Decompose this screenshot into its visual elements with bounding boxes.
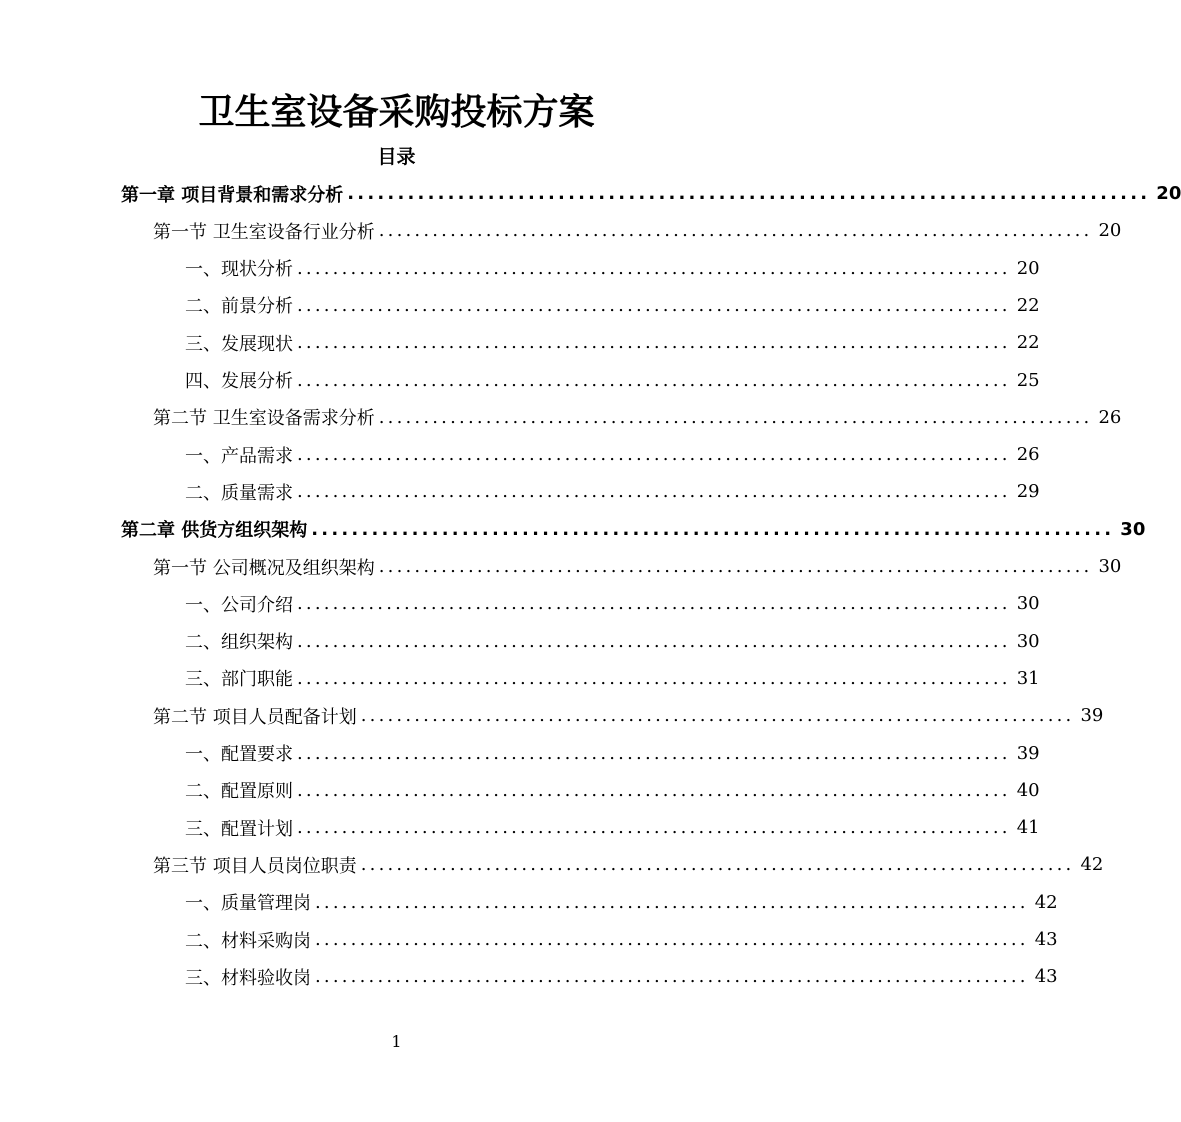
toc-entry[interactable] [185, 958, 1058, 995]
toc-entry-label: 一、公司介绍 [185, 594, 293, 616]
toc-entry-page: 30 [1016, 630, 1040, 652]
toc-heading: 目录 [377, 146, 416, 168]
toc-leader-dots: ................................................................................ [297, 332, 1011, 354]
toc-entry-label: 三、配置计划 [185, 818, 293, 840]
toc-entry[interactable] [185, 250, 1040, 287]
toc-entry[interactable] [153, 697, 1104, 734]
toc-entry-page: 26 [1016, 444, 1040, 466]
toc-entry[interactable] [185, 660, 1040, 697]
toc-entry-label: 第一章 项目背景和需求分析 [121, 184, 344, 206]
toc-leader-dots: ................................................................................ [297, 630, 1011, 652]
toc-entry-page: 20 [1156, 183, 1181, 204]
toc-entry[interactable] [121, 175, 1181, 212]
toc-leader-dots: ................................................................................ [297, 481, 1011, 503]
toc-entry[interactable] [185, 772, 1040, 809]
toc-leader-dots: ................................................................................ [315, 891, 1029, 913]
toc-entry[interactable] [185, 436, 1040, 473]
toc-leader-dots: ................................................................................ [297, 444, 1011, 466]
toc-entry-label: 第二节 项目人员配备计划 [153, 706, 357, 728]
toc-leader-dots: ................................................................................ [315, 929, 1029, 950]
toc-leader-dots: ................................................................................ [360, 854, 1075, 876]
toc-leader-dots: ................................................................................ [297, 742, 1011, 764]
toc-entry-label: 三、材料验收岗 [185, 967, 311, 989]
toc-entry-page: 42 [1034, 891, 1058, 913]
toc-entry-label: 第一节 公司概况及组织架构 [153, 557, 375, 579]
page-number: 1 [391, 1032, 402, 1051]
toc-entry-label: 四、发展分析 [185, 371, 293, 392]
toc-entry-page: 25 [1016, 369, 1040, 391]
toc-leader-dots: ................................................................................ [297, 593, 1011, 615]
toc-leader-dots: ................................................................................ [297, 369, 1011, 391]
toc-leader-dots: ................................................................................ [360, 705, 1075, 727]
toc-entry[interactable] [153, 399, 1122, 436]
toc-entry[interactable] [185, 585, 1040, 622]
toc-entry-label: 二、组织架构 [185, 632, 293, 654]
toc-entry-label: 二、质量需求 [185, 482, 293, 504]
toc-entry-label: 三、部门职能 [185, 669, 293, 691]
toc-entry[interactable] [185, 623, 1040, 660]
toc-entry-label: 一、现状分析 [185, 259, 293, 281]
toc-entry[interactable] [185, 921, 1058, 958]
toc-entry-page: 20 [1016, 257, 1040, 279]
toc-entry-page: 29 [1016, 481, 1040, 503]
toc-leader-dots: ................................................................................ [311, 518, 1115, 540]
toc-entry-page: 30 [1098, 556, 1122, 577]
toc-entry-page: 22 [1016, 294, 1040, 316]
toc-leader-dots: ................................................................................ [297, 779, 1011, 801]
document-title: 卫生室设备采购投标方案 [198, 92, 595, 133]
toc-entry[interactable] [185, 362, 1040, 399]
toc-entry-label: 第一节 卫生室设备行业分析 [153, 221, 375, 243]
toc-entry[interactable] [185, 735, 1040, 772]
toc-entry-label: 第二节 卫生室设备需求分析 [153, 408, 375, 430]
toc-leader-dots: ................................................................................ [315, 966, 1029, 988]
toc-entry-label: 二、材料采购岗 [185, 930, 311, 952]
toc-entry-page: 20 [1098, 220, 1122, 242]
toc-entry-page: 43 [1034, 966, 1058, 988]
toc-entry-label: 二、前景分析 [185, 296, 293, 318]
toc-leader-dots: ................................................................................ [297, 257, 1011, 279]
toc-entry[interactable] [185, 884, 1058, 921]
toc-leader-dots: ................................................................................ [297, 817, 1011, 839]
toc-entry[interactable] [121, 511, 1146, 548]
toc-entry-page: 26 [1098, 406, 1122, 428]
toc-entry-page: 40 [1016, 779, 1040, 801]
toc-entry-label: 第三节 项目人员岗位职责 [153, 855, 357, 877]
toc-leader-dots: ................................................................................ [297, 294, 1011, 316]
toc-entry-page: 30 [1120, 518, 1146, 540]
toc-entry-page: 42 [1080, 854, 1104, 876]
toc-entry-label: 一、配置要求 [185, 744, 293, 765]
toc-entry[interactable] [153, 212, 1122, 249]
toc-entry-label: 第二章 供货方组织架构 [121, 520, 308, 542]
toc-entry-page: 31 [1016, 667, 1040, 689]
toc-entry[interactable] [185, 809, 1040, 846]
toc-entry-page: 22 [1016, 332, 1040, 354]
toc-entry[interactable] [185, 287, 1040, 324]
toc-entry[interactable] [153, 548, 1122, 585]
toc-leader-dots: ................................................................................ [297, 667, 1011, 689]
toc-leader-dots: ................................................................................ [347, 183, 1151, 204]
toc-entry-label: 一、产品需求 [185, 445, 293, 467]
toc-entry-label: 三、发展现状 [185, 333, 293, 355]
toc-entry-page: 43 [1034, 929, 1058, 950]
toc-leader-dots: ................................................................................ [378, 406, 1093, 428]
toc-entry-page: 39 [1016, 742, 1040, 764]
toc-entry-label: 二、配置原则 [185, 781, 293, 803]
toc-entry[interactable] [185, 473, 1040, 510]
toc-entry[interactable] [185, 324, 1040, 361]
toc-leader-dots: ................................................................................ [378, 220, 1093, 242]
toc-entry[interactable] [153, 846, 1104, 883]
toc-entry-page: 30 [1016, 593, 1040, 615]
toc-entry-label: 一、质量管理岗 [185, 893, 311, 915]
toc-entry-page: 41 [1016, 817, 1040, 839]
toc-entry-page: 39 [1080, 705, 1104, 727]
toc-leader-dots: ................................................................................ [378, 556, 1093, 577]
